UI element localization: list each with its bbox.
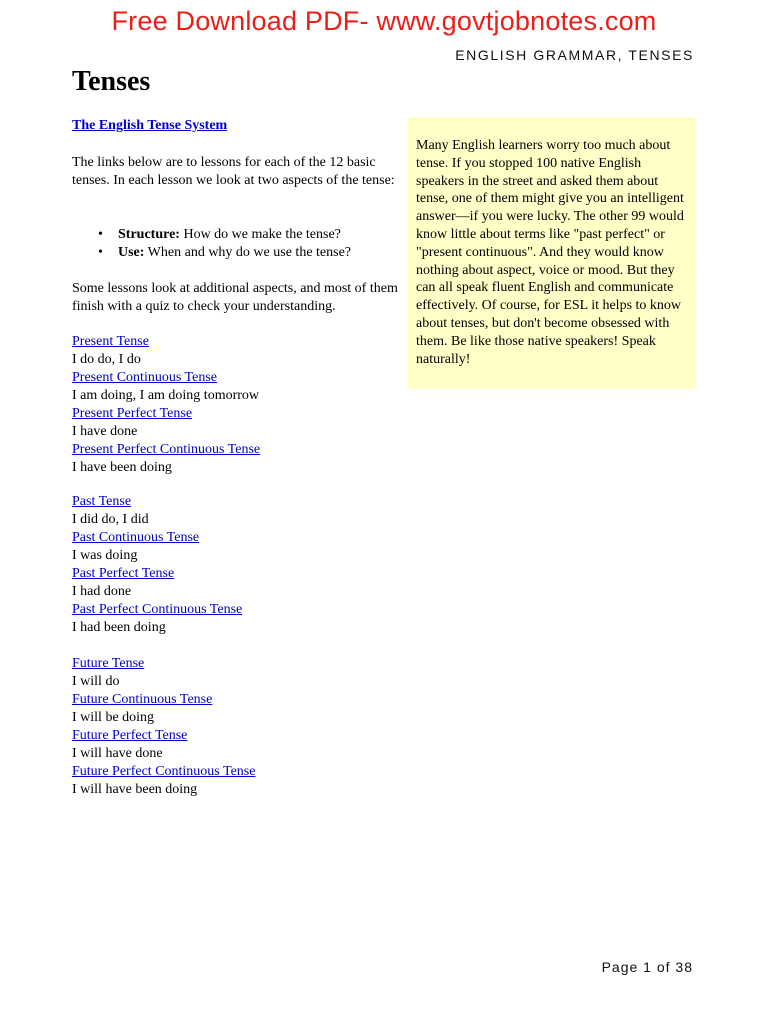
present-continuous-example: I am doing, I am doing tomorrow	[72, 388, 260, 403]
english-tense-system-link[interactable]: The English Tense System	[72, 118, 228, 133]
aspect-label: Structure:	[118, 227, 180, 242]
past-perfect-continuous-tense-link[interactable]: Past Perfect Continuous Tense	[72, 602, 243, 617]
future-tenses-group	[72, 655, 402, 799]
future-continuous-example: I will be doing	[72, 710, 155, 725]
aspects-list	[72, 226, 402, 262]
aspect-use	[72, 244, 402, 262]
aspect-text: How do we make the tense?	[179, 227, 341, 242]
aspect-label: Use:	[118, 245, 145, 260]
future-tense-example: I will do	[72, 674, 120, 689]
aspect-structure	[72, 226, 402, 244]
present-perfect-example: I have done	[72, 424, 138, 439]
past-perfect-example: I had done	[72, 584, 132, 599]
future-perfect-continuous-example: I will have been doing	[72, 782, 198, 797]
future-perfect-continuous-tense-link[interactable]: Future Perfect Continuous Tense	[72, 764, 256, 779]
present-perfect-continuous-example: I have been doing	[72, 460, 172, 475]
intro-paragraph: The links below are to lessons for each of the 12 basic tenses. In each lesson we look at two aspects of the tense:	[72, 155, 395, 188]
native-speakers-note: Many English learners worry too much about tense. If you stopped 100 native English speakers in the street and asked them about tense, one of them might give you an intelligent answer—if you were lucky. The other 99 would know little about terms like "past perfect" or "present continuous". And they would know nothing about aspect, voice or mood. But they can all speak fluent English and communicate effectively. Of course, for ESL it helps to know about tenses, but don't become obsessed with them. Be like those native speakers! Speak naturally!	[408, 117, 696, 389]
past-perfect-tense-link[interactable]: Past Perfect Tense	[72, 566, 175, 581]
present-continuous-tense-link[interactable]: Present Continuous Tense	[72, 370, 217, 385]
future-continuous-tense-link[interactable]: Future Continuous Tense	[72, 692, 213, 707]
page-number: Page 1 of 38	[601, 959, 693, 975]
past-continuous-example: I was doing	[72, 548, 138, 563]
page-title: Tenses	[72, 66, 151, 97]
aspect-text: When and why do we use the tense?	[144, 245, 352, 260]
future-perfect-example: I will have done	[72, 746, 163, 761]
past-continuous-tense-link[interactable]: Past Continuous Tense	[72, 530, 200, 545]
additional-aspects-paragraph: Some lessons look at additional aspects, and most of them finish with a quiz to check your understanding.	[72, 281, 398, 314]
download-banner: Free Download PDF- www.govtjobnotes.com	[111, 6, 657, 36]
running-header: ENGLISH GRAMMAR, TENSES	[455, 47, 694, 63]
present-tense-link[interactable]: Present Tense	[72, 334, 149, 349]
future-tense-link[interactable]: Future Tense	[72, 656, 145, 671]
past-tense-example: I did do, I did	[72, 512, 149, 527]
past-tense-link[interactable]: Past Tense	[72, 494, 132, 509]
past-perfect-continuous-example: I had been doing	[72, 620, 166, 635]
future-perfect-tense-link[interactable]: Future Perfect Tense	[72, 728, 188, 743]
present-perfect-tense-link[interactable]: Present Perfect Tense	[72, 406, 193, 421]
present-perfect-continuous-tense-link[interactable]: Present Perfect Continuous Tense	[72, 442, 261, 457]
past-tenses-group	[72, 493, 402, 637]
present-tenses-group	[72, 333, 402, 477]
present-tense-example: I do do, I do	[72, 352, 141, 367]
